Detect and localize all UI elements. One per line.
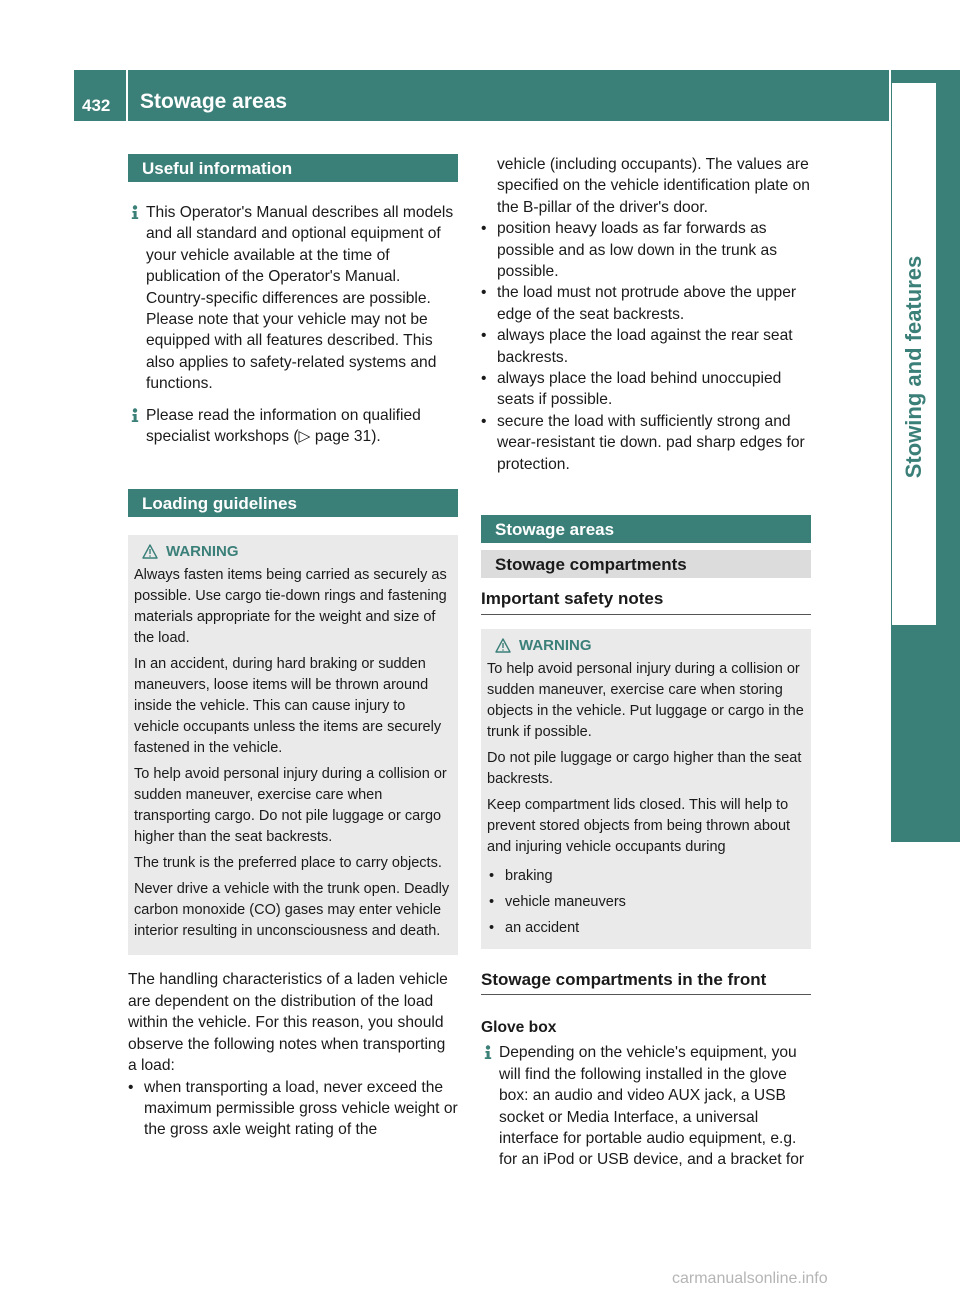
stowage-compartments-heading: Stowage compartments	[481, 550, 811, 578]
info-text: This Operator's Manual describes all models and all standard and optional equipment of your vehicle available at the time of publication of the Operator's Manual. Country-specific differences are possible. Please note that your vehicle may not be equipped with all features described. This also applies to safety-related systems and functions.	[146, 204, 454, 393]
warning-header	[487, 635, 805, 656]
bullet-dot: •	[481, 220, 487, 238]
bullet-dot: •	[489, 919, 495, 936]
warning-box	[481, 629, 811, 949]
watermark: carmanualsonline.info	[672, 1270, 828, 1287]
list-item	[481, 368, 811, 411]
warning-list-item	[489, 889, 805, 915]
warning-text: Do not pile luggage or cargo higher than the seat backrests.	[487, 749, 802, 787]
bullet-dot: •	[128, 1078, 134, 1096]
bullet-dot: •	[481, 370, 487, 388]
warning-title: WARNING	[519, 636, 592, 654]
list-item	[128, 1077, 458, 1141]
side-tab	[891, 70, 960, 842]
info-note	[128, 202, 458, 395]
warning-list-item-text: vehicle maneuvers	[505, 893, 626, 910]
warning-list-item	[489, 863, 805, 889]
right-column	[481, 154, 811, 1171]
info-note	[481, 1042, 811, 1170]
info-note	[128, 405, 458, 448]
list-item	[481, 282, 811, 325]
list-item-text: position heavy loads as far forwards as possible and as low down in the trunk as possible.	[497, 220, 777, 281]
safety-notes-heading: Important safety notes	[481, 588, 811, 614]
bullet-dot: •	[481, 284, 487, 302]
bullet-dot: •	[481, 327, 487, 345]
left-column	[128, 154, 458, 1141]
warning-text: In an accident, during hard braking or sudden maneuvers, loose items will be thrown around inside the vehicle. This can cause injury to vehicle occupants unless the items are securely fastened in the vehicle.	[134, 656, 442, 757]
info-icon	[481, 1045, 495, 1060]
warning-list-item	[489, 915, 805, 941]
warning-text: To help avoid personal injury during a collision or sudden maneuver, exercise care when storing objects in the vehicle. Put luggage or cargo in the trunk if possible.	[487, 660, 804, 740]
warning-title: WARNING	[166, 543, 239, 561]
info-text: Please read the information on qualified specialist workshops (▷ page 31).	[146, 406, 421, 446]
warning-text: Always fasten items being carried as securely as possible. Use cargo tie-down rings and fastening materials appropriate for the weight and size of the load.	[134, 567, 447, 647]
bullet-dot: •	[481, 412, 487, 430]
list-item-text: always place the load against the rear seat backrests.	[497, 327, 793, 366]
info-text: Depending on the vehicle's equipment, you will find the following installed in the glove box: an audio and video AUX jack, a USB socket or Media Interface, a universal interface for portable audio equipment, e.g. for an iPod or USB device, and a bracket for	[499, 1044, 805, 1169]
info-icon	[128, 205, 142, 220]
page-title: Stowage areas	[140, 90, 288, 113]
warning-text: Never drive a vehicle with the trunk open. Deadly carbon monoxide (CO) gases may enter vehicle interior resulting in unconsciousness and death.	[134, 881, 450, 940]
list-item	[481, 325, 811, 368]
front-compartments-heading: Stowage compartments in the front	[481, 969, 811, 995]
continued-text: vehicle (including occupants). The values are specified on the vehicle identification plate on the B-pillar of the driver's door.	[497, 156, 810, 216]
loading-guidelines-heading: Loading guidelines	[128, 489, 458, 517]
info-icon	[128, 408, 142, 423]
warning-text: The trunk is the preferred place to carry objects.	[134, 855, 442, 872]
warning-text: Keep compartment lids closed. This will help to prevent stored objects from being thrown about and injuring vehicle occupants during	[487, 796, 791, 855]
bullet-dot: •	[489, 867, 495, 884]
page-header	[128, 70, 889, 121]
useful-info-heading: Useful information	[128, 154, 458, 182]
list-item-text: the load must not protrude above the upper edge of the seat backrests.	[497, 284, 797, 323]
warning-header	[134, 541, 452, 562]
list-item-text: secure the load with sufficiently strong and wear-resistant tie down. pad sharp edges for protection.	[497, 412, 805, 473]
glove-box-heading: Glove box	[481, 1018, 557, 1036]
warning-triangle-icon	[142, 544, 158, 559]
body-text: The handling characteristics of a laden vehicle are dependent on the distribution of the load within the vehicle. For this reason, you should observe the following notes when transporting a load:	[128, 971, 448, 1075]
bullet-dot: •	[489, 893, 495, 910]
list-item	[481, 218, 811, 282]
warning-triangle-icon	[495, 638, 511, 653]
list-item	[481, 411, 811, 475]
stowage-areas-heading: Stowage areas	[481, 515, 811, 543]
side-tab-bottom	[891, 842, 960, 1302]
warning-text: To help avoid personal injury during a collision or sudden maneuver, exercise care when transporting cargo. Do not pile luggage or cargo higher than the seat backrests.	[134, 766, 447, 846]
list-item-text: always place the load behind unoccupied seats if possible.	[497, 370, 782, 409]
side-tab-label-area	[892, 83, 936, 625]
warning-list-item-text: braking	[505, 867, 553, 884]
page-number: 432	[74, 70, 126, 121]
list-item-text: when transporting a load, never exceed the maximum permissible gross vehicle weight or the gross axle weight rating of the	[144, 1078, 458, 1139]
warning-list-item-text: an accident	[505, 919, 580, 936]
side-tab-label: Stowing and features	[901, 255, 926, 479]
warning-box	[128, 535, 458, 955]
